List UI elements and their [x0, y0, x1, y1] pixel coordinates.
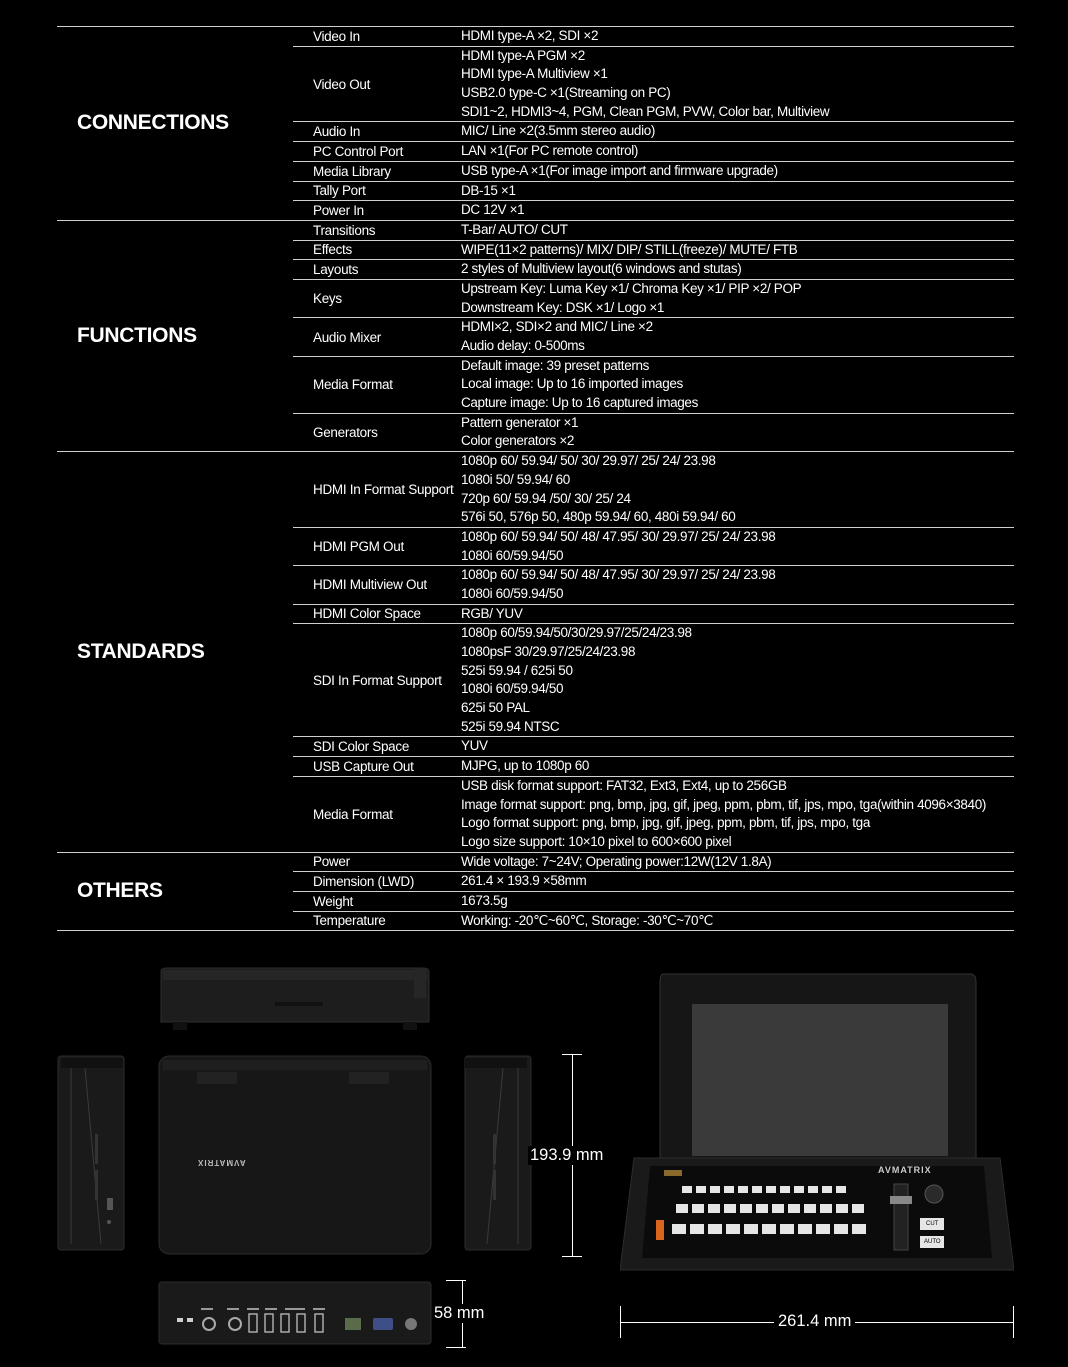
spec-label: Layouts	[313, 262, 359, 278]
spec-row	[293, 853, 1014, 872]
spec-row	[293, 279, 1014, 317]
spec-values	[461, 27, 1014, 46]
spec-values	[461, 777, 1014, 852]
spec-label: SDI In Format Support	[313, 672, 442, 688]
spec-value: 261.4 × 193.9 ×58mm	[461, 873, 587, 889]
spec-value: Audio delay: 0-500ms	[461, 338, 585, 353]
spec-values	[461, 872, 1014, 891]
spec-value: 525i 59.94 NTSC	[461, 718, 560, 734]
spec-value: HDMI type-A ×2, SDI ×2	[461, 28, 599, 43]
spec-value: Default image: 39 preset patterns	[461, 357, 650, 373]
spec-row	[293, 221, 1014, 240]
spec-label: Effects	[313, 242, 352, 258]
spec-row	[293, 317, 1014, 355]
spec-label: Media Format	[313, 806, 393, 822]
section-title: OTHERS	[77, 879, 163, 903]
spec-value: Image format support: png, bmp, jpg, gif, jpeg, ppm, pbm, tif, jps, mpo, tga(within 4096×3840)	[461, 796, 987, 812]
spec-label: HDMI In Format Support	[313, 482, 454, 497]
spec-value: Pattern generator ×1	[461, 414, 579, 430]
spec-value: 1080p 60/ 59.94/ 50/ 48/ 47.95/ 30/ 29.97/ 25/ 24/ 23.98	[461, 528, 776, 544]
device-left-view	[57, 1054, 127, 1254]
spec-row	[293, 141, 1014, 161]
spec-label: Power	[313, 854, 350, 870]
spec-label: Video Out	[313, 76, 371, 92]
spec-label: Transitions	[313, 222, 376, 238]
spec-row	[293, 527, 1014, 565]
spec-value: Wide voltage: 7~24V; Operating power:12W(12V 1.8A)	[461, 853, 772, 869]
spec-value: Capture image: Up to 16 captured images	[461, 395, 698, 411]
width-dimension-cap-left	[620, 1306, 621, 1338]
spec-row	[293, 46, 1014, 122]
spec-value: T-Bar/ AUTO/ CUT	[461, 221, 568, 237]
spec-value: HDMI×2, SDI×2 and MIC/ Line ×2	[461, 319, 653, 335]
spec-values	[461, 357, 1014, 413]
spec-value: 625i 50 PAL	[461, 700, 530, 716]
spec-row	[293, 756, 1014, 776]
spec-value: MJPG, up to 1080p 60	[461, 758, 590, 774]
spec-value: LAN ×1(For PC remote control)	[461, 143, 639, 159]
spec-value: RGB/ YUV	[461, 605, 523, 621]
spec-values	[461, 566, 1014, 603]
section-title: FUNCTIONS	[77, 324, 197, 347]
spec-value: USB type-A ×1(For image import and firmware upgrade)	[461, 162, 778, 178]
spec-value: USB2.0 type-C ×1(Streaming on PC)	[461, 85, 671, 101]
spec-value: HDMI type-A Multiview ×1	[461, 66, 608, 82]
spec-value: 1080i 60/59.94/50	[461, 547, 564, 563]
spec-value: Downstream Key: DSK ×1/ Logo ×1	[461, 299, 665, 315]
spec-label: Temperature	[313, 913, 386, 929]
spec-values	[461, 528, 1014, 565]
spec-value: Upstream Key: Luma Key ×1/ Chroma Key ×1/ PIP ×2/ POP	[461, 280, 802, 296]
spec-value: DB-15 ×1	[461, 182, 516, 198]
height-dimension-label: 193.9 mm	[530, 1146, 604, 1164]
spec-label: Media Library	[313, 163, 391, 179]
spec-label: USB Capture Out	[313, 758, 414, 774]
spec-values	[461, 47, 1014, 122]
spec-row	[293, 181, 1014, 201]
spec-values	[461, 452, 1014, 527]
spec-value: 1080p 60/ 59.94/ 50/ 48/ 47.95/ 30/ 29.97/ 25/ 24/ 23.98	[461, 567, 776, 583]
section-others	[57, 853, 1014, 932]
spec-row	[293, 161, 1014, 181]
spec-values	[461, 142, 1014, 161]
spec-label: Media Format	[313, 377, 393, 393]
spec-values	[461, 757, 1014, 776]
spec-value: 1080i 60/59.94/50	[461, 681, 564, 697]
spec-value: Color generators ×2	[461, 433, 575, 449]
spec-row	[293, 604, 1014, 624]
spec-value: WIPE(11×2 patterns)/ MIX/ DIP/ STILL(freeze)/ MUTE/ FTB	[461, 241, 798, 257]
spec-values	[461, 853, 1014, 872]
spec-row	[293, 565, 1014, 603]
spec-rows	[293, 853, 1014, 931]
spec-values	[461, 241, 1014, 260]
device-brand-logo: AVMATRIX	[878, 1165, 932, 1175]
spec-values	[461, 318, 1014, 355]
spec-value: 525i 59.94 / 625i 50	[461, 662, 573, 678]
spec-values	[461, 201, 1014, 220]
device-lid-view	[157, 1054, 433, 1256]
spec-values	[461, 122, 1014, 141]
spec-value: 2 styles of Multiview layout(6 windows and stutas)	[461, 261, 742, 277]
spec-rows	[293, 452, 1014, 851]
device-right-view	[463, 1054, 533, 1254]
spec-value: 1080p 60/59.94/50/30/29.97/25/24/23.98	[461, 625, 692, 641]
spec-label: HDMI Color Space	[313, 606, 421, 622]
spec-values	[461, 912, 1014, 931]
spec-row	[293, 27, 1014, 46]
spec-label: Power In	[313, 203, 364, 219]
depth-dimension-cap-top	[446, 1280, 466, 1281]
device-top-view	[159, 966, 431, 1034]
spec-value: Logo format support: png, bmp, jpg, gif, jpeg, ppm, pbm, tif, jps, mpo, tga	[461, 815, 870, 831]
spec-value: Local image: Up to 16 imported images	[461, 376, 683, 392]
spec-row	[293, 356, 1014, 413]
spec-rows	[293, 27, 1014, 220]
spec-row	[293, 776, 1014, 852]
spec-label: Video In	[313, 28, 360, 44]
spec-label: Weight	[313, 893, 353, 909]
spec-row	[293, 259, 1014, 279]
spec-label: Dimension (LWD)	[313, 874, 415, 890]
height-dimension-cap-bottom	[562, 1256, 582, 1257]
spec-label: Tally Port	[313, 183, 366, 199]
spec-row	[293, 452, 1014, 527]
spec-value: Logo size support: 10×10 pixel to 600×600 pixel	[461, 833, 732, 849]
spec-values	[461, 182, 1014, 201]
spec-value: 1080i 50/ 59.94/ 60	[461, 471, 570, 487]
spec-label: Keys	[313, 291, 342, 307]
spec-value: HDMI type-A PGM ×2	[461, 47, 585, 63]
spec-row	[293, 736, 1014, 756]
spec-values	[461, 892, 1014, 911]
spec-value: 720p 60/ 59.94 /50/ 30/ 25/ 24	[461, 490, 631, 506]
spec-value: 1080psF 30/29.97/25/24/23.98	[461, 644, 636, 659]
spec-values	[461, 260, 1014, 279]
width-dimension-cap-right	[1013, 1306, 1014, 1338]
spec-table	[57, 26, 1014, 931]
width-dimension-label: 261.4 mm	[774, 1312, 855, 1331]
spec-values	[461, 162, 1014, 181]
spec-value: 1080i 60/59.94/50	[461, 585, 564, 601]
spec-values	[461, 414, 1014, 451]
spec-values	[461, 280, 1014, 317]
device-open-view	[620, 970, 1014, 1290]
spec-row	[293, 121, 1014, 141]
spec-value: USB disk format support: FAT32, Ext3, Ext4, up to 256GB	[461, 777, 787, 793]
depth-dimension-label: 58 mm	[434, 1304, 485, 1322]
spec-value: YUV	[461, 738, 488, 754]
spec-label: HDMI PGM Out	[313, 539, 404, 555]
spec-values	[461, 737, 1014, 756]
spec-value: SDI1~2, HDMI3~4, PGM, Clean PGM, PVW, Color bar, Multiview	[461, 103, 830, 119]
spec-values	[461, 624, 1014, 736]
height-dimension-cap-top	[562, 1054, 582, 1055]
lid-brand-logo: AVMATRIX	[197, 1158, 246, 1167]
spec-value: 1080p 60/ 59.94/ 50/ 30/ 29.97/ 25/ 24/ 23.98	[461, 453, 716, 469]
spec-row	[293, 891, 1014, 911]
spec-label: SDI Color Space	[313, 739, 410, 755]
spec-value: 1673.5g	[461, 892, 508, 908]
section-title: CONNECTIONS	[77, 111, 229, 135]
device-rear-view	[157, 1280, 433, 1348]
spec-value: 576i 50, 576p 50, 480p 59.94/ 60, 480i 59.94/ 60	[461, 509, 736, 525]
spec-label: Audio Mixer	[313, 329, 381, 345]
spec-row	[293, 413, 1014, 451]
spec-label: PC Control Port	[313, 143, 404, 159]
spec-label: HDMI Multiview Out	[313, 577, 427, 593]
spec-row	[293, 911, 1014, 931]
depth-dimension-cap-bottom	[446, 1347, 466, 1348]
spec-values	[461, 221, 1014, 240]
section-connections	[57, 27, 1014, 221]
section-functions	[57, 221, 1014, 452]
spec-value: DC 12V ×1	[461, 202, 525, 218]
spec-value: Working: -20℃~60℃, Storage: -30℃~70℃	[461, 912, 713, 928]
spec-row	[293, 200, 1014, 220]
spec-value: MIC/ Line ×2(3.5mm stereo audio)	[461, 123, 656, 139]
spec-row	[293, 871, 1014, 891]
spec-row	[293, 623, 1014, 736]
spec-row	[293, 240, 1014, 260]
spec-values	[461, 605, 1014, 624]
section-title: STANDARDS	[77, 639, 205, 663]
spec-rows	[293, 221, 1014, 451]
section-standards	[57, 452, 1014, 852]
auto-button-label: AUTO	[924, 1239, 941, 1245]
spec-label: Audio In	[313, 124, 361, 140]
cut-button-label: CUT	[926, 1221, 939, 1227]
spec-label: Generators	[313, 424, 378, 440]
